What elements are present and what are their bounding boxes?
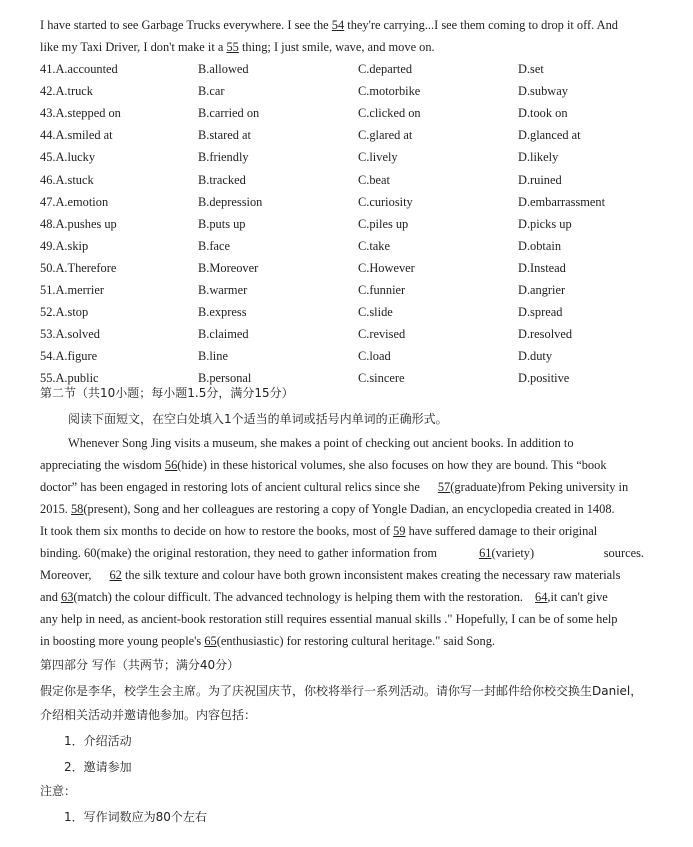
grammar-passage-line-2 (40, 454, 652, 476)
option-c: C.sincere (358, 371, 405, 386)
option-d: D.glanced at (518, 128, 581, 143)
option-row (40, 279, 660, 301)
option-row (40, 345, 660, 367)
option-b: B.warmer (198, 283, 248, 297)
text: (hide) in these historical volumes, she also focuses on how they are bound. This “book (177, 458, 607, 472)
option-d: D.likely (518, 150, 559, 165)
option-c: C.revised (358, 327, 406, 342)
option-d: D.picks up (518, 216, 572, 231)
option-a: 55.A.public (40, 371, 99, 386)
option-c: C.slide (358, 305, 393, 320)
writing-item-2: 2．邀请参加 (64, 760, 132, 774)
option-row (40, 102, 660, 124)
grammar-passage-line-7 (40, 564, 652, 586)
option-d: D.positive (518, 371, 570, 386)
option-a: 48.A.pushes up (40, 216, 117, 231)
option-d: D.embarrassment (518, 194, 606, 209)
option-c: C.glared at (358, 128, 413, 143)
option-b: B.stared at (198, 128, 251, 143)
option-row (40, 235, 660, 257)
grammar-passage-line-1: Whenever Song Jing visits a museum, she makes a point of checking out ancient books. In addition to (68, 436, 574, 450)
option-c: C.beat (358, 172, 390, 187)
writing-item-1: 1．介绍活动 (64, 734, 132, 748)
option-b: B.express (198, 305, 247, 320)
text: the silk texture and colour have both grown inconsistent makes creating the necessary raw materials (121, 568, 621, 582)
option-c: C.take (358, 238, 390, 253)
option-b: B.Moreover (198, 260, 259, 275)
option-b: B.line (198, 349, 228, 364)
blank-61: 61 (479, 546, 492, 560)
blank-58: 58 (70, 502, 84, 516)
text: like my Taxi Driver, I don't make it a (40, 40, 227, 54)
grammar-passage-line-9: any help in need, as ancient-book restoration still requires essential manual skills ." Hopefully, I can be of some help (40, 612, 618, 626)
option-b: B.face (198, 238, 230, 253)
text: ,it can't give (547, 590, 608, 604)
option-d: D.Instead (518, 260, 566, 275)
passage-intro-line-1 (40, 14, 652, 36)
option-a: 46.A.stuck (40, 172, 94, 187)
option-b: B.allowed (198, 62, 249, 76)
grammar-passage-line-10 (40, 630, 652, 652)
blank-65: 65 (204, 634, 217, 648)
option-d: D.obtain (518, 238, 562, 253)
option-row (40, 213, 660, 235)
text: doctor” has been engaged in restoring lots of ancient cultural relics since she (40, 480, 420, 494)
grammar-passage-line-3 (40, 476, 652, 498)
option-row (40, 323, 660, 345)
option-b: B.puts up (198, 216, 246, 231)
option-row (40, 58, 660, 80)
option-row (40, 191, 660, 213)
text: Moreover, (40, 568, 92, 582)
option-d: D.took on (518, 106, 568, 121)
option-a: 51.A.merrier (40, 283, 104, 297)
grammar-passage-line-8 (40, 586, 652, 608)
option-d: D.ruined (518, 172, 562, 187)
option-d: D.subway (518, 84, 568, 99)
option-b: B.personal (198, 371, 252, 386)
blank-54: 54 (331, 18, 345, 32)
option-row (40, 301, 660, 323)
blank-59: 59 (393, 524, 406, 538)
option-row (40, 124, 660, 146)
option-d: D.set (518, 62, 544, 76)
option-a: 50.A.Therefore (40, 260, 117, 275)
option-c: C.lively (358, 150, 398, 165)
option-row (40, 80, 660, 102)
notes-label: 注意： (40, 784, 77, 798)
text: sources. (603, 546, 644, 560)
option-a: 52.A.stop (40, 305, 89, 320)
option-a: 42.A.truck (40, 84, 93, 99)
option-row (40, 169, 660, 191)
option-c: C.departed (358, 62, 413, 76)
text: (graduate)from Peking university in (450, 480, 629, 494)
option-a: 43.A.stepped on (40, 106, 121, 121)
option-d: D.duty (518, 349, 553, 364)
section-2-heading: 第二节（共10小题；每小题1.5分，满分15分） (40, 386, 294, 400)
text: (variety) (491, 546, 535, 560)
option-c: C.piles up (358, 216, 409, 231)
blank-64: 64 (535, 590, 548, 604)
blank-55: 55 (226, 40, 239, 54)
option-a: 45.A.lucky (40, 150, 96, 165)
option-b: B.carried on (198, 106, 260, 121)
option-c: C.However (358, 260, 415, 275)
option-a: 53.A.solved (40, 327, 100, 342)
blank-56: 56 (164, 458, 178, 472)
option-a: 49.A.skip (40, 238, 89, 253)
blank-62: 62 (109, 568, 122, 582)
option-b: B.claimed (198, 327, 249, 342)
option-c: C.funnier (358, 283, 406, 297)
option-d: D.resolved (518, 327, 573, 342)
text: appreciating the wisdom (40, 458, 165, 472)
writing-prompt-line-1: 假定你是李华，校学生会主席。为了庆祝国庆节，你校将举行一系列活动。请你写一封邮件给你校交换生Daniel， (40, 684, 643, 698)
text: (enthusiastic) for restoring cultural heritage." said Song. (216, 634, 495, 648)
option-c: C.load (358, 349, 391, 364)
option-c: C.curiosity (358, 194, 413, 209)
option-row (40, 257, 660, 279)
option-b: B.car (198, 84, 225, 99)
option-b: B.tracked (198, 172, 246, 187)
option-b: B.friendly (198, 150, 249, 165)
option-row (40, 146, 660, 168)
text: they're carrying...I see them coming to drop it off. And (344, 18, 618, 32)
text: thing; I just smile, wave, and move on. (238, 40, 435, 54)
section-2-instruction: 阅读下面短文，在空白处填入1个适当的单词或括号内单词的正确形式。 (68, 412, 448, 426)
text: I have started to see Garbage Trucks everywhere. I see the (40, 18, 332, 32)
text: (present), Song and her colleagues are restoring a copy of Yongle Dadian, an encyclopedia created in 1408. (83, 502, 615, 516)
option-a: 44.A.smiled at (40, 128, 113, 143)
grammar-passage-line-5 (40, 520, 652, 542)
part-4-heading: 第四部分 写作（共两节；满分40分） (40, 658, 240, 672)
option-b: B.depression (198, 194, 263, 209)
option-c: C.motorbike (358, 84, 421, 99)
grammar-passage-line-4 (40, 498, 652, 520)
writing-prompt-line-2: 介绍相关活动并邀请他参加。内容包括： (40, 708, 257, 722)
option-d: D.angrier (518, 283, 566, 297)
text: 2015. (40, 502, 71, 516)
option-c: C.clicked on (358, 106, 421, 121)
text: and (40, 590, 61, 604)
note-1: 1．写作词数应为80个左右 (64, 810, 207, 824)
option-a: 54.A.figure (40, 349, 98, 364)
option-a: 41.A.accounted (40, 62, 118, 76)
grammar-passage-line-6 (40, 542, 652, 564)
text: in boosting more young people's (40, 634, 205, 648)
option-a: 47.A.emotion (40, 194, 109, 209)
text: It took them six months to decide on how to restore the books, most of (40, 524, 394, 538)
text: binding. 60(make) the original restoration, they need to gather information from (40, 546, 438, 560)
blank-63: 63 (61, 590, 74, 604)
text: have suffered damage to their original (405, 524, 598, 538)
passage-intro-line-2 (40, 36, 652, 58)
blank-57: 57 (437, 480, 451, 494)
text: (match) the colour difficult. The advanced technology is helping them with the restoration. (73, 590, 523, 604)
option-d: D.spread (518, 305, 563, 320)
